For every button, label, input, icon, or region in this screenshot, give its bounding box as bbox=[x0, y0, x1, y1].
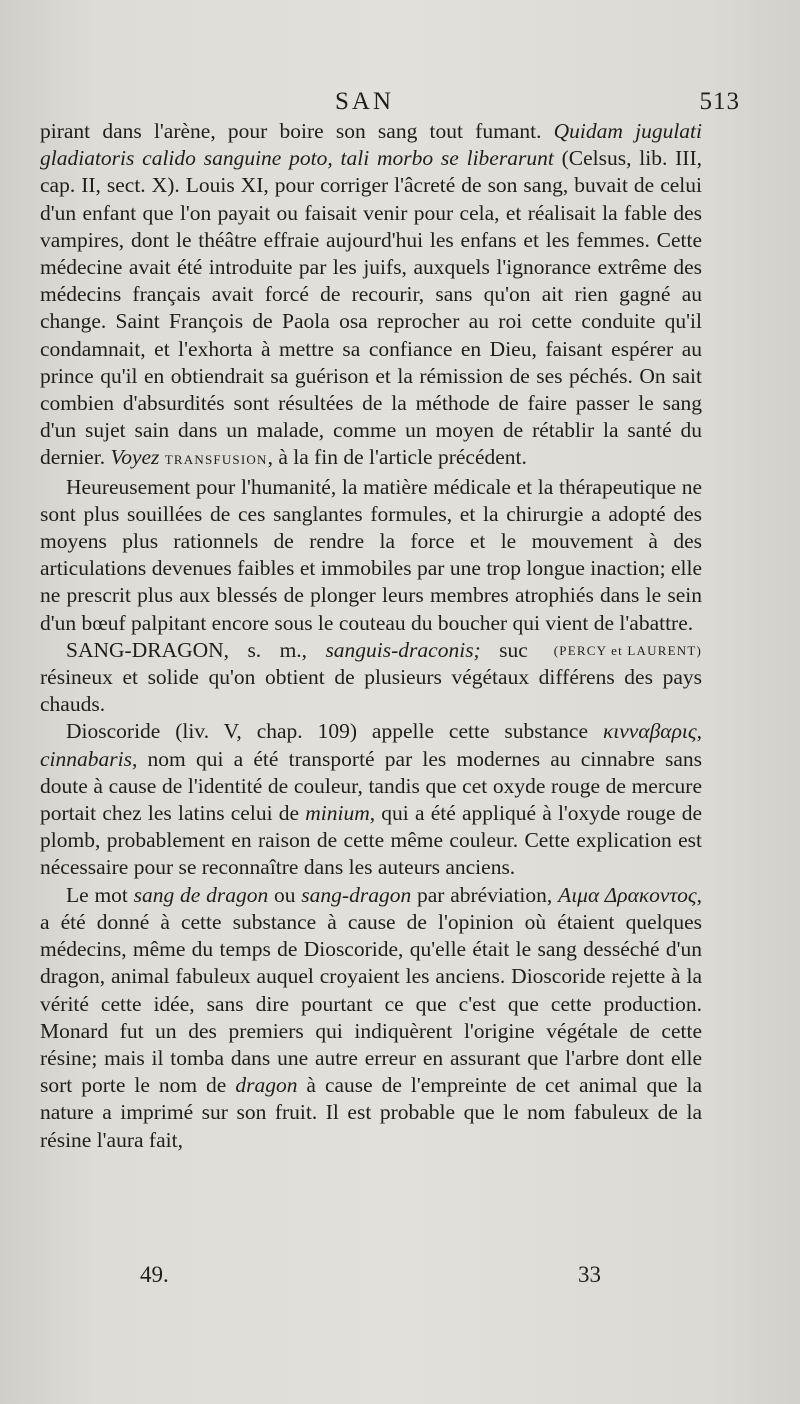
entry-headword: SANG-DRAGON bbox=[66, 637, 224, 662]
paragraph-dioscoride bbox=[40, 718, 702, 881]
paragraph-blood-remedies bbox=[40, 118, 702, 474]
running-title: SAN bbox=[335, 88, 395, 115]
page-footer bbox=[40, 1262, 740, 1292]
text-run: , a été donné à cette substance à cause de l'opinion où étaient quelques médecins, même du temps de Dioscoride, qu'elle était le sang desséché d'un dragon, animal fabuleux auquel croyaient les anciens. Dioscoride rejette à la vérité cette idée, sans dire pourtant ce que c'est que cette production. Monard fut un des premiers qui indiquèrent l'origine végétale de cette résine; mais il tomba dans une autre erreur en assurant que l'arbre dont elle sort porte le nom de bbox=[40, 882, 703, 1098]
greek-term: Αιμα Δρακοντος bbox=[558, 882, 697, 907]
text-run: (Celsus, lib. III, cap. II, sect. X). Louis XI, pour corriger l'âcreté de son sang, buvait de celui d'un enfant que l'on payait ou faisait venir pour cela, et réalisait la fable des vampires, dont le théâtre effraie aujourd'hui les enfans et les femmes. Cette médecine avait été introduite par les juifs, auxquels l'ignorance extrême des médecins français avait forcé de recourir, sans qu'on ait rien gagné au change. Saint François de Paola osa reprocher au roi cette conduite qu'il condamnait, et l'exhorta à mettre sa confiance en Dieu, faisant espérer au prince qu'il en obtiendrait sa guérison et la rémission de ses péchés. On sait combien d'absurdités sont résultées de la méthode de faire passer le sang d'un sujet sain dans un malade, comme un moyen de rétablir la santé du dernier. bbox=[40, 146, 702, 470]
text-run: ou bbox=[268, 882, 302, 907]
latin-term: minium bbox=[305, 801, 370, 826]
text-run: par abréviation, bbox=[411, 882, 559, 907]
text-run: , s. m., bbox=[223, 637, 326, 662]
printer-signature: 33 bbox=[578, 1262, 601, 1287]
cross-reference-term: TRANSFUSION bbox=[164, 452, 268, 468]
text-run: Heureusement pour l'humanité, la matière médicale et la thérapeutique ne sont plus souillées de ces sanglantes formules, et la chirurgie a adopté des moyens plus rationnels de rendre la force et le mouvement à des articulations devenues faibles et immobiles par une trop longue inaction; elle ne prescrit plus aux blessés de plonger leurs membres atrophiés dans le sein d'un bœuf palpitant encore sous le couteau du boucher qui vient de l'abattre. bbox=[40, 474, 702, 635]
cross-reference-word: Voyez bbox=[110, 445, 160, 470]
running-head bbox=[40, 88, 740, 122]
greek-latin-term: κινναβαρις, cinnabaris bbox=[40, 719, 702, 771]
page-number: 513 bbox=[699, 88, 740, 115]
term: dragon bbox=[235, 1073, 298, 1098]
text-run: Le mot bbox=[66, 882, 134, 907]
term: sang-dragon bbox=[301, 882, 412, 907]
text-run: à cause de l'empreinte de cet animal que la nature a imprimé sur son fruit. Il est probable que le nom fabuleux de la résine l'aura fait, bbox=[40, 1073, 702, 1152]
text-run: , à la fin de l'article précédent. bbox=[267, 445, 527, 470]
text-run: Dioscoride (liv. V, chap. 109) appelle cette substance bbox=[66, 719, 603, 744]
term: sang de dragon bbox=[133, 882, 269, 907]
latin-term: sanguis-draconis; bbox=[325, 637, 481, 662]
paragraph-name-origin bbox=[40, 882, 702, 1154]
text-run: suc résineux et solide qu'on obtient de plusieurs végétaux différens des pays chauds. bbox=[40, 637, 702, 717]
text-run: , qui a été appliqué à l'oxyde rouge de plomb, probablement en raison de cette même couleur. Cette explication est nécessaire pour se reconnaître dans les auteurs anciens. bbox=[40, 801, 702, 880]
text-run: pirant dans l'arène, pour boire son sang tout fumant. bbox=[40, 119, 554, 143]
volume-number: 49. bbox=[140, 1262, 169, 1287]
body-text bbox=[40, 118, 702, 1154]
author-signature: (PERCY et LAURENT) bbox=[553, 642, 702, 658]
text-run: , nom qui a été transporté par les modernes au cinnabre sans doute à cause de l'identité de couleur, tandis que cet oxyde rouge de mercure portait chez les latins celui de bbox=[40, 746, 702, 826]
latin-quote: Quidam jugulati gladiatoris calido sanguine poto, tali morbo se liberarunt bbox=[40, 119, 703, 171]
